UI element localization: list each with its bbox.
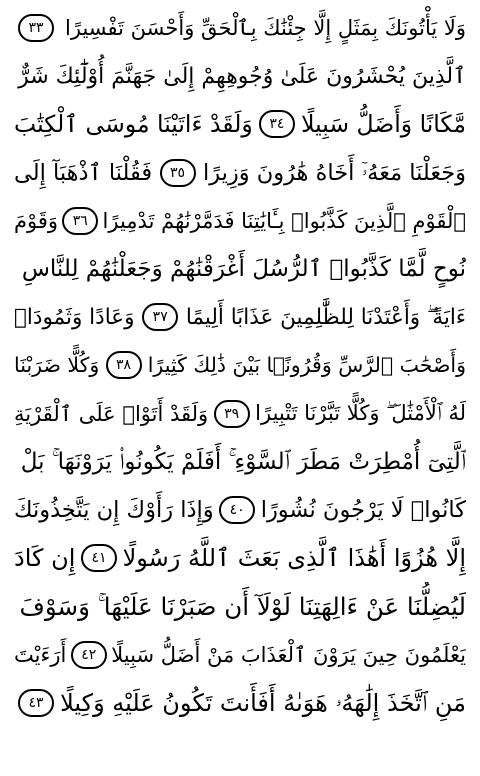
verse-line (14, 341, 466, 389)
verse-line (14, 149, 466, 197)
verse-line (14, 534, 466, 582)
ayah-number-marker: ٤١ (81, 544, 117, 572)
ayah-number-marker: ٣٣ (18, 14, 54, 42)
verse-lines (14, 4, 466, 727)
ayah-number-marker: ٣٨ (106, 351, 142, 379)
verse-text: وَلَقَدْ ءَاتَيْنَا مُوسَى ٱلْكِتَٰبَ (14, 110, 253, 139)
verse-line (14, 438, 466, 486)
verse-line (14, 390, 466, 438)
verse-text: مَّكَانًا وَأَضَلُّ سَبِيلًا (301, 110, 466, 139)
verse-line (14, 486, 466, 534)
ayah-number-marker: ٣٥ (160, 159, 196, 187)
verse-text: وَكُلًّا ضَرَبْنَا (14, 353, 100, 378)
verse-line (14, 630, 466, 678)
verse-text: لَيُضِلُّنَا عَنْ ءَالِهَتِنَا لَوْلَآ أَن صَبَرْنَا عَلَيْهَا ۚ وَسَوْفَ (19, 591, 466, 621)
verse-text: ٱلَّذِينَ يُحْشَرُونَ عَلَىٰ وُجُوهِهِمْ إِلَىٰ جَهَنَّمَ أُوْلَٰٓئِكَ شَرٌّ (18, 63, 466, 89)
ayah-number-marker: ٣٤ (259, 110, 295, 138)
verse-line (14, 4, 466, 52)
verse-line (14, 245, 466, 293)
verse-line (14, 679, 466, 727)
verse-text: ءَايَةً ۖ وَأَعْتَدْنَا لِلظَّٰلِمِينَ عَذَابًا أَلِيمًا (185, 304, 466, 330)
verse-line (14, 582, 466, 630)
verse-text: لَهُ ٱلْأَمْثَٰلَ ۖ وَكُلًّا تَبَّرْنَا تَتْبِيرًا (255, 401, 466, 426)
verse-text: إِن كَادَ (14, 544, 76, 573)
verse-text: فَقُلْنَا ٱذْهَبَآ إِلَى (14, 159, 153, 186)
verse-line (14, 293, 466, 341)
verse-text: أَرَءَيْتَ (14, 642, 67, 667)
verse-text: وَجَعَلْنَا مَعَهُۥٓ أَخَاهُ هَٰرُونَ وَزِيرًا (202, 159, 466, 186)
ayah-number-marker: ٤٠ (219, 496, 255, 524)
verse-text: يَعْلَمُونَ حِينَ يَرَوْنَ ٱلْعَذَابَ مَنْ أَضَلُّ سَبِيلًا (111, 642, 466, 667)
verse-text: وَعَادًا وَثَمُودَا۟ (14, 304, 135, 330)
ayah-number-marker: ٣٩ (214, 400, 250, 428)
verse-text: إِلَّا هُزُوًا أَهَٰذَا ٱلَّذِى بَعَثَ ٱللَّهُ رَسُولًا (122, 544, 466, 573)
verse-text: وَإِذَا رَأَوْكَ إِن يَتَّخِذُونَكَ (14, 496, 214, 523)
verse-text: كَانُوا۟ لَا يَرْجُونَ نُشُورًا (260, 496, 466, 523)
ayah-number-marker: ٤٢ (71, 641, 107, 669)
verse-line (14, 52, 466, 100)
verse-text: وَلَقَدْ أَتَوْا۟ عَلَى ٱلْقَرْيَةِ (14, 401, 209, 426)
verse-text: نُوحٍ لَّمَّا كَذَّبُوا۟ ٱلرُّسُلَ أَغْرَقْنَٰهُمْ وَجَعَلْنَٰهُمْ لِلنَّاسِ (21, 256, 466, 283)
verse-text: وَأَصْحَٰبَ ٱلرَّسِّ وَقُرُونًۢا بَيْنَ ذَٰلِكَ كَثِيرًا (147, 353, 466, 378)
ayah-number-marker: ٣٦ (62, 207, 98, 235)
ayah-number-marker: ٣٧ (142, 303, 178, 331)
verse-text: ٱلَّتِىٓ أُمْطِرَتْ مَطَرَ ٱلسَّوْءِ ۚ أَفَلَمْ يَكُونُوا۟ يَرَوْنَهَا ۚ بَلْ (20, 448, 466, 475)
verse-text: ٱلْقَوْمِ ٱلَّذِينَ كَذَّبُوا۟ بِـَٔايَٰتِنَا فَدَمَّرْنَٰهُمْ تَدْمِيرًا (102, 208, 466, 233)
verse-line (14, 197, 466, 245)
verse-text: وَقَوْمَ (14, 208, 59, 233)
verse-line (14, 100, 466, 148)
ayah-number-marker: ٤٣ (18, 689, 54, 717)
verse-text: وَلَا يَأْتُونَكَ بِمَثَلٍ إِلَّا جِئْنَٰكَ بِٱلْحَقِّ وَأَحْسَنَ تَفْسِيرًا (65, 16, 466, 41)
verse-text: مَنِ ٱتَّخَذَ إِلَٰهَهُۥ هَوَىٰهُ أَفَأَنتَ تَكُونُ عَلَيْهِ وَكِيلًا (60, 688, 466, 717)
